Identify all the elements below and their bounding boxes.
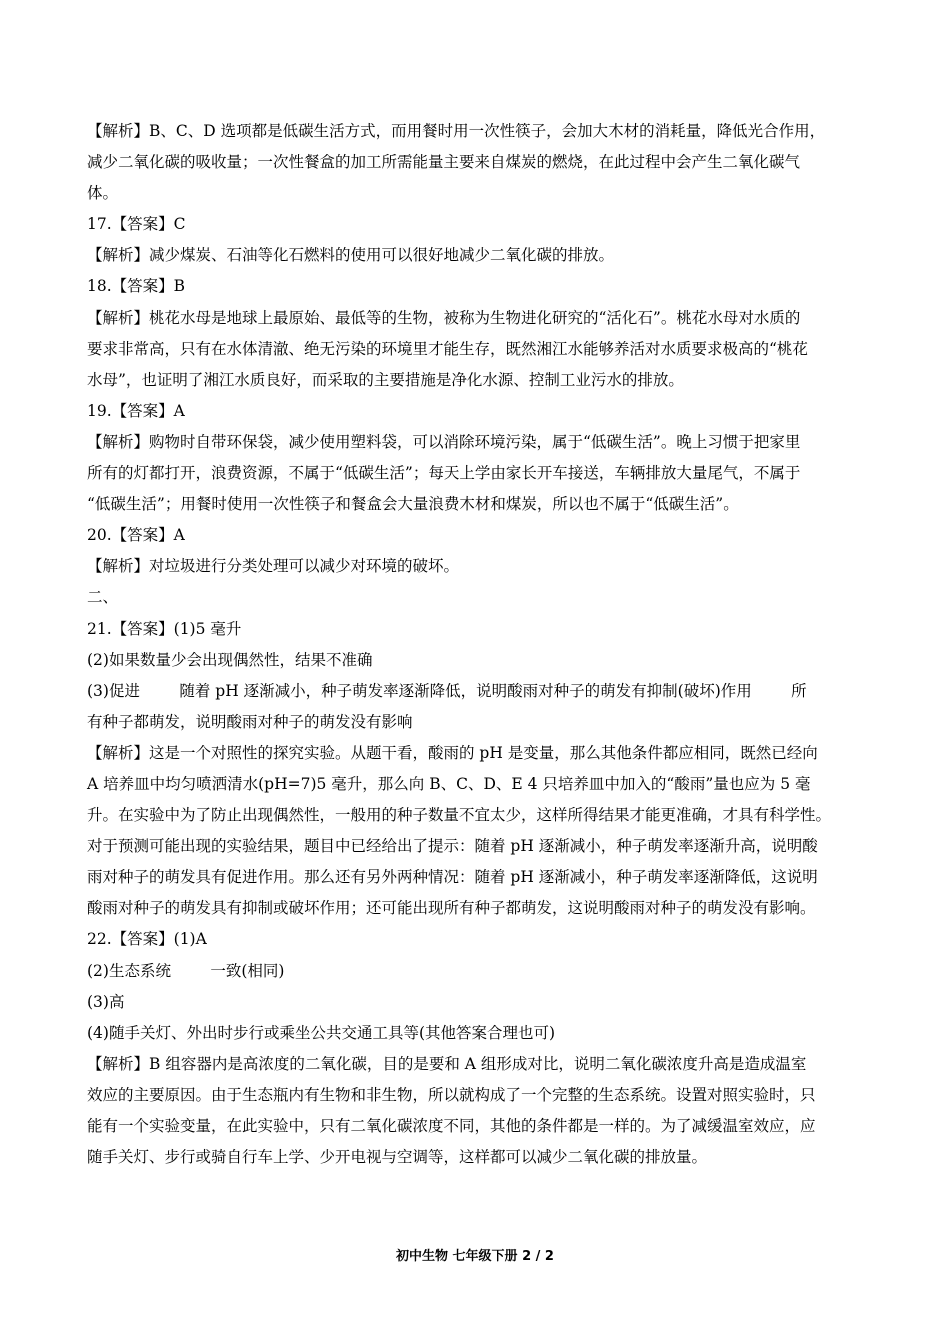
text-line: (2)如果数量少会出现偶然性，结果不准确 (87, 650, 373, 669)
section-heading: 二、 (87, 588, 119, 607)
text-line: 随手关灯、步行或骑自行车上学、少开电视与空调等，这样都可以减少二氧化碳的排放量。 (87, 1148, 708, 1167)
text-line: 要求非常高，只有在水体清澈、绝无污染的环境里才能生存，既然湘江水能够养活对水质要求极高的“桃花 (87, 339, 808, 358)
answer-heading-21: 21.【答案】(1)5 毫升 (87, 619, 242, 638)
text-line: (3)促进 随着 pH 逐渐减小，种子萌发率逐渐降低，说明酸雨对种子的萌发有抑制(破坏)作用 所 (87, 681, 807, 700)
text-line: 雨对种子的萌发具有促进作用。那么还有另外两种情况：随着 pH 逐渐减小，种子萌发率逐渐降低，这说明 (87, 868, 818, 887)
answer-heading-19: 19.【答案】A (87, 401, 185, 420)
answer-heading-20: 20.【答案】A (87, 526, 185, 545)
text-line: 【解析】B 组容器内是高浓度的二氧化碳，目的是要和 A 组形成对比，说明二氧化碳浓度升高是造成温室 (87, 1054, 807, 1073)
text-line: 【解析】桃花水母是地球上最原始、最低等的生物，被称为生物进化研究的“活化石”。桃花水母对水质的 (87, 308, 801, 327)
text-line: 【解析】这是一个对照性的探究实验。从题干看，酸雨的 pH 是变量，那么其他条件都应相同，既然已经向 (87, 743, 818, 762)
answer-heading-17: 17.【答案】C (87, 215, 186, 234)
text-line: 减少二氧化碳的吸收量；一次性餐盒的加工所需能量主要来自煤炭的燃烧，在此过程中会产生二氧化碳气 (87, 153, 801, 172)
text-line: 升。在实验中为了防止出现偶然性，一般用的种子数量不宜太少，这样所得结果才能更准确，才具有科学性。 (87, 806, 832, 825)
text-line: 效应的主要原因。由于生态瓶内有生物和非生物，所以就构成了一个完整的生态系统。设置对照实验时，只 (87, 1085, 816, 1104)
footer-text: 初中生物 七年级下册 2 / 2 (396, 1249, 554, 1264)
text-line: 【解析】减少煤炭、石油等化石燃料的使用可以很好地减少二氧化碳的排放。 (87, 246, 615, 265)
text-line: (2)生态系统 一致(相同) (87, 961, 285, 980)
answer-heading-22: 22.【答案】(1)A (87, 930, 207, 949)
text-line: 有种子都萌发，说明酸雨对种子的萌发没有影响 (87, 712, 413, 731)
text-line: 对于预测可能出现的实验结果，题目中已经给出了提示：随着 pH 逐渐减小，种子萌发率逐渐升高，说明酸 (87, 837, 818, 856)
text-line: 【解析】对垃圾进行分类处理可以减少对环境的破坏。 (87, 557, 460, 576)
text-line: 酸雨对种子的萌发具有抑制或破坏作用；还可能出现所有种子都萌发，这说明酸雨对种子的萌发没有影响。 (87, 899, 816, 918)
text-line: 【解析】B、C、D 选项都是低碳生活方式，而用餐时用一次性筷子，会加大木材的消耗量，降低光合作用， (87, 122, 826, 140)
text-line: 体。 (87, 184, 119, 203)
answer-heading-18: 18.【答案】B (87, 277, 186, 296)
text-line: (3)高 (87, 992, 125, 1011)
text-line: (4)随手关灯、外出时步行或乘坐公共交通工具等(其他答案合理也可) (87, 1023, 556, 1042)
text-line: 【解析】购物时自带环保袋，减少使用塑料袋，可以消除环境污染，属于“低碳生活”。晚上习惯于把家里 (87, 432, 801, 451)
text-line: 所有的灯都打开，浪费资源，不属于“低碳生活”；每天上学由家长开车接送，车辆排放大量尾气，不属于 (87, 464, 801, 483)
text-line: “低碳生活”；用餐时使用一次性筷子和餐盒会大量浪费木材和煤炭，所以也不属于“低碳生活”。 (87, 495, 739, 514)
text-line: A 培养皿中均匀喷洒清水(pH=7)5 毫升，那么向 B、C、D、E 4 只培养皿中加入的“酸雨”量也应为 5 毫 (87, 774, 811, 793)
page-footer (0, 1245, 950, 1264)
answer-text-body (87, 116, 867, 1173)
text-line: 水母”，也证明了湘江水质良好，而采取的主要措施是净化水源、控制工业污水的排放。 (87, 370, 684, 389)
text-line: 能有一个实验变量，在此实验中，只有二氧化碳浓度不同，其他的条件都是一样的。为了减缓温室效应，应 (87, 1117, 816, 1135)
